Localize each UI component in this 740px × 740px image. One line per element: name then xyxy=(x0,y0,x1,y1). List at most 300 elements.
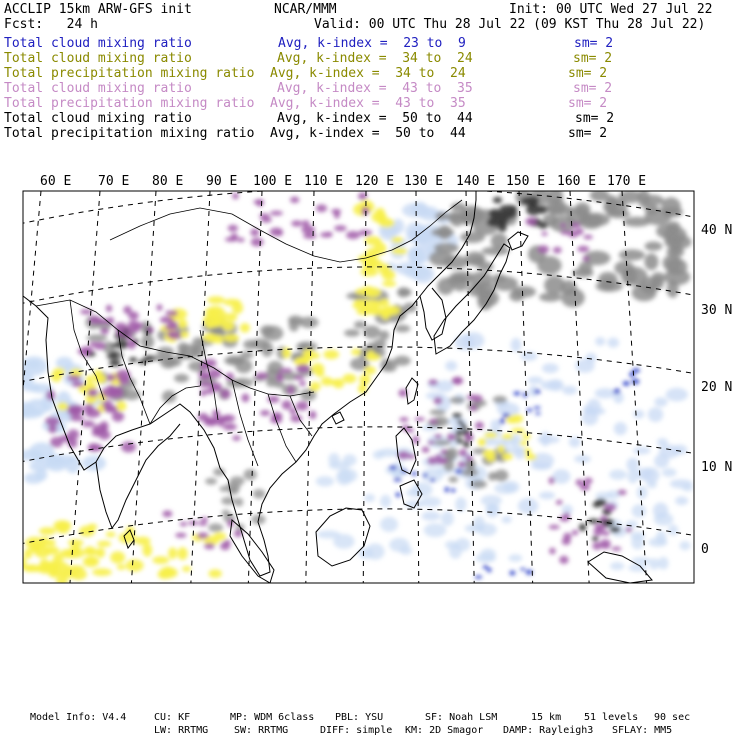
legend-stat-4: Avg, k-index = 43 to 35 xyxy=(277,81,473,96)
time-step: 90 sec xyxy=(654,712,691,723)
cloud-cell xyxy=(499,205,517,212)
cloud-cell xyxy=(282,400,292,409)
cloud-cell xyxy=(116,340,128,349)
map-title: ACCLIP 15km ARW-GFS init xyxy=(4,2,192,17)
cloud-cell xyxy=(290,197,299,203)
cloud-cell xyxy=(344,329,360,336)
cloud-cell xyxy=(316,476,334,486)
cloud-cell xyxy=(577,246,589,252)
cloud-cell xyxy=(39,527,56,535)
cloud-cell xyxy=(408,245,433,264)
cloud-cell xyxy=(214,335,224,344)
legend-field-3: Total precipitation mixing ratio xyxy=(4,66,255,81)
cloud-cell xyxy=(50,455,75,465)
cloud-cell xyxy=(157,304,163,311)
cloud-cell xyxy=(380,517,398,532)
cloud-cell xyxy=(658,557,668,570)
cumulus-scheme: CU: KF xyxy=(154,712,191,723)
cloud-cell xyxy=(85,408,101,417)
cloud-cell xyxy=(346,231,360,239)
cloud-cell xyxy=(458,461,466,468)
latitude-labels xyxy=(701,223,732,557)
cloud-cell xyxy=(326,232,332,236)
cloud-cell xyxy=(455,497,466,512)
cloud-cell xyxy=(53,520,71,531)
cloud-cell xyxy=(180,522,187,527)
cloud-cell xyxy=(648,407,663,422)
cloud-cell xyxy=(651,272,665,283)
legend-sm-2: sm= 2 xyxy=(573,51,613,66)
cloud-cell xyxy=(626,527,633,532)
cloud-cell xyxy=(626,520,638,528)
vertical-levels: 51 levels xyxy=(584,712,639,723)
cloud-cell xyxy=(227,313,238,321)
cloud-cell xyxy=(527,408,532,412)
cloud-cell xyxy=(86,334,107,341)
cloud-cell xyxy=(26,566,36,573)
cloud-cell xyxy=(428,440,435,444)
cloud-cell xyxy=(225,237,237,242)
cloud-cell xyxy=(180,331,189,338)
cloud-cell xyxy=(67,565,85,571)
cloud-cell xyxy=(680,541,691,550)
cloud-cell xyxy=(232,435,241,440)
cloud-cell xyxy=(511,428,525,434)
coastline-taiwan xyxy=(406,378,418,404)
cloud-cell xyxy=(168,547,177,559)
cloud-cell xyxy=(501,434,513,440)
cloud-cell xyxy=(45,546,59,554)
cloud-cell xyxy=(619,249,645,260)
cloud-cell xyxy=(89,342,97,347)
cloud-cell xyxy=(424,523,447,537)
cloud-cell xyxy=(199,521,207,526)
cloud-cell xyxy=(112,411,124,421)
cloud-cell xyxy=(395,325,411,333)
cloud-cell xyxy=(250,229,259,237)
longitude-label: 60 E xyxy=(40,174,72,189)
pbl-scheme: PBL: YSU xyxy=(335,712,384,723)
cloud-cell xyxy=(212,410,220,418)
cloud-cell xyxy=(456,439,464,444)
cloud-cell xyxy=(430,478,435,482)
cloud-cell xyxy=(422,511,441,520)
cloud-cell xyxy=(576,479,584,486)
cloud-cell xyxy=(70,545,81,553)
cloud-cell xyxy=(632,379,640,385)
cloud-cell xyxy=(664,269,691,285)
cloud-cell xyxy=(499,216,508,228)
cloud-cell xyxy=(126,559,144,571)
cloud-cell xyxy=(270,228,283,237)
cloud-cell xyxy=(86,558,99,564)
cloud-cell xyxy=(595,388,616,398)
cloud-cell xyxy=(520,568,525,571)
cloud-cell xyxy=(584,478,593,485)
cloud-cell xyxy=(611,547,621,551)
cloud-cell xyxy=(310,352,320,359)
cloud-cell xyxy=(89,316,101,325)
valid-time: Valid: 00 UTC Thu 28 Jul 22 (09 KST Thu 28 Jul 22) xyxy=(314,17,706,32)
cloud-cell xyxy=(556,500,563,505)
longitude-label: 130 E xyxy=(404,174,444,189)
cloud-cell xyxy=(595,492,612,500)
cloud-cell xyxy=(494,470,508,482)
cloud-cell xyxy=(324,350,340,359)
cloud-cell xyxy=(528,377,543,384)
cloud-cell xyxy=(208,523,223,532)
cloud-cell xyxy=(241,394,249,403)
cloud-cell xyxy=(303,233,317,239)
cloud-cell xyxy=(592,536,598,541)
cloud-cell xyxy=(449,544,462,558)
cloud-cell xyxy=(178,319,187,329)
cloud-cell xyxy=(223,423,237,430)
cloud-cell xyxy=(235,359,252,373)
cloud-cell xyxy=(115,323,127,332)
cloud-cell xyxy=(213,318,228,326)
diffusion-option: DIFF: simple xyxy=(320,725,393,736)
cloud-cell xyxy=(48,425,57,434)
cloud-cell xyxy=(296,364,310,373)
cloud-cell xyxy=(525,454,537,461)
cloud-cell xyxy=(267,361,283,375)
cloud-cell xyxy=(455,469,462,473)
longitude-label: 80 E xyxy=(152,174,184,189)
longitude-label: 90 E xyxy=(206,174,238,189)
cloud-cell xyxy=(408,454,415,459)
cloud-cell xyxy=(427,457,437,465)
cloud-cell xyxy=(107,355,120,359)
cloud-cell xyxy=(106,532,116,538)
legend-stat-6: Avg, k-index = 50 to 44 xyxy=(277,111,473,126)
longitude-line xyxy=(131,191,156,583)
cloud-cell xyxy=(572,530,579,536)
cloud-cell xyxy=(240,323,250,333)
cloud-cell xyxy=(472,395,483,402)
cloud-cell xyxy=(135,537,151,545)
cloud-cell xyxy=(475,422,484,430)
cloud-cell xyxy=(434,440,451,446)
cloud-cell xyxy=(597,525,607,531)
legend-stat-1: Avg, k-index = 23 to 9 xyxy=(278,36,466,51)
cloud-cell xyxy=(502,516,512,523)
cloud-cell xyxy=(88,524,98,530)
latitude-label: 20 N xyxy=(701,380,733,395)
cloud-cell xyxy=(40,537,49,547)
cloud-cell xyxy=(116,370,131,381)
coastline-hokkaido xyxy=(508,232,528,250)
cloud-cell xyxy=(333,534,354,549)
cloud-cell xyxy=(623,381,630,386)
longitude-label: 150 E xyxy=(506,174,546,189)
cloud-cell xyxy=(537,256,561,275)
longitude-label: 170 E xyxy=(607,174,647,189)
cloud-cell xyxy=(129,357,137,362)
cloud-cell xyxy=(144,355,156,361)
cloud-cell xyxy=(647,480,657,488)
cloud-cell xyxy=(230,476,245,486)
cloud-cell xyxy=(101,387,117,398)
cloud-cell xyxy=(291,220,302,226)
cloud-cell xyxy=(380,495,391,508)
cloud-cell xyxy=(381,310,390,319)
cloud-cell xyxy=(521,197,536,205)
cloud-cell xyxy=(204,543,215,549)
cloud-cell xyxy=(414,417,425,421)
cloud-cell xyxy=(637,486,648,499)
cloud-cell xyxy=(453,377,463,385)
cloud-cell xyxy=(152,556,169,564)
cloud-cell xyxy=(17,450,43,461)
cloud-cell xyxy=(400,546,412,555)
cloud-cell xyxy=(309,411,316,419)
init-time: Init: 00 UTC Wed 27 Jul 22 xyxy=(509,2,713,17)
cloud-cell xyxy=(633,410,644,419)
cloud-cell xyxy=(294,375,304,380)
longitude-label: 160 E xyxy=(557,174,597,189)
cloud-cell xyxy=(456,429,462,435)
cloud-cell xyxy=(447,275,470,285)
cloud-cell xyxy=(260,410,270,416)
cloud-cell xyxy=(391,248,407,255)
cloud-cell xyxy=(666,247,684,258)
longitude-label: 100 E xyxy=(253,174,293,189)
longitude-line xyxy=(466,191,474,583)
cloud-cell xyxy=(331,209,341,214)
legend-field-1: Total cloud mixing ratio xyxy=(4,36,192,51)
cloud-cell xyxy=(613,389,620,394)
cloud-cell xyxy=(542,363,559,373)
cloud-cell xyxy=(626,458,639,472)
cloud-cell xyxy=(633,447,651,455)
legend-field-6: Total cloud mixing ratio xyxy=(4,111,192,126)
cloud-cell xyxy=(470,405,477,412)
legend-sm-7: sm= 2 xyxy=(568,126,608,141)
cloud-cell xyxy=(595,337,605,346)
cloud-cell xyxy=(421,497,442,507)
longwave-scheme: LW: RRTMG xyxy=(154,725,209,736)
cloud-cell xyxy=(310,382,321,392)
cloud-cell xyxy=(467,284,486,297)
cloud-cell xyxy=(178,547,188,560)
cloud-cell xyxy=(511,414,524,423)
cloud-cell xyxy=(170,310,178,316)
cloud-cell xyxy=(287,386,294,395)
longitude-label: 140 E xyxy=(456,174,496,189)
cloud-cell xyxy=(253,489,266,499)
cloud-cell xyxy=(206,322,214,328)
cloud-cell xyxy=(261,217,272,223)
cloud-cell xyxy=(494,483,516,494)
cloud-cell xyxy=(475,575,482,578)
legend-sm-5: sm= 2 xyxy=(568,96,608,111)
cloud-cell xyxy=(207,306,223,315)
cloud-cell xyxy=(88,443,100,451)
cloud-cell xyxy=(244,469,257,480)
cloud-cell xyxy=(493,396,507,404)
cloud-cell xyxy=(451,488,456,492)
cloud-cell xyxy=(174,374,189,383)
cloud-cell xyxy=(434,434,442,439)
cloud-cell xyxy=(520,441,528,446)
cloud-cell xyxy=(204,419,218,426)
legend-sm-6: sm= 2 xyxy=(575,111,615,126)
cloud-cell xyxy=(463,441,469,448)
cloud-cell xyxy=(289,318,299,331)
latitude-label: 40 N xyxy=(701,223,733,238)
cloud-cell xyxy=(167,331,174,338)
legend-sm-4: sm= 2 xyxy=(573,81,613,96)
cloud-cell xyxy=(502,413,510,417)
model-version: Model Info: V4.4 xyxy=(30,712,127,723)
cloud-cell xyxy=(106,305,112,312)
cloud-cell xyxy=(126,325,138,333)
cloud-cell xyxy=(321,377,333,386)
cloud-cell xyxy=(668,525,678,536)
cloud-cell xyxy=(509,290,524,302)
longitude-label: 110 E xyxy=(304,174,344,189)
legend-field-2: Total cloud mixing ratio xyxy=(4,51,192,66)
cloud-cell xyxy=(175,533,186,538)
cloud-cell xyxy=(339,469,358,483)
organization: NCAR/MMM xyxy=(274,2,337,17)
latitude-label: 30 N xyxy=(701,303,733,318)
cloud-cell xyxy=(574,202,590,217)
cloud-cell xyxy=(654,454,669,468)
cloud-cell xyxy=(429,419,438,424)
cloud-cell xyxy=(434,243,459,254)
cloud-cell xyxy=(110,551,125,563)
cloud-cell xyxy=(162,390,176,403)
cloud-cell xyxy=(549,477,555,484)
cloud-cell xyxy=(85,375,93,383)
cloud-cell xyxy=(296,401,309,411)
cloud-cell xyxy=(497,445,504,453)
cloud-cell xyxy=(302,220,310,226)
cloud-cell xyxy=(10,370,33,386)
cloud-cell xyxy=(395,493,400,498)
cloud-cell xyxy=(524,448,532,454)
cloud-cell xyxy=(197,532,209,538)
cloud-cell xyxy=(561,288,585,307)
cloud-cell xyxy=(299,381,306,386)
cloud-cell xyxy=(491,233,508,249)
microphysics-scheme: MP: WDM 6class xyxy=(230,712,315,723)
cloud-cell xyxy=(128,340,136,350)
cloud-cell xyxy=(539,492,555,500)
cloud-cell xyxy=(223,334,239,342)
cloud-cell xyxy=(549,548,556,555)
cloud-cell xyxy=(632,504,647,518)
cloud-cell xyxy=(299,317,319,328)
cloud-cell xyxy=(449,476,459,482)
cloud-cell xyxy=(610,526,621,532)
cloud-cell xyxy=(164,324,177,330)
cloud-cell xyxy=(509,554,523,562)
cloud-cell xyxy=(251,238,264,247)
cloud-cell xyxy=(649,558,660,569)
cloud-cell xyxy=(237,238,245,243)
cloud-cell xyxy=(84,549,99,556)
cloud-cell xyxy=(465,524,485,532)
cloud-cell xyxy=(614,422,627,435)
cloud-cell xyxy=(450,397,465,404)
cloud-cell xyxy=(121,442,136,453)
cloud-cell xyxy=(654,513,674,526)
cloud-cell xyxy=(316,370,325,377)
surface-scheme: SF: Noah LSM xyxy=(425,712,498,723)
cloud-cell xyxy=(583,235,593,240)
cloud-cell xyxy=(423,473,428,477)
legend-stat-3: Avg, k-index = 34 to 24 xyxy=(270,66,466,81)
cloud-cell xyxy=(165,358,182,367)
cloud-cell xyxy=(535,412,540,415)
cloud-cell xyxy=(363,326,380,339)
cloud-cell xyxy=(97,541,111,547)
cloud-cell xyxy=(397,287,410,297)
cloud-cell xyxy=(480,549,496,561)
cloud-cell xyxy=(583,256,590,261)
cloud-cell xyxy=(559,556,568,564)
cloud-cell xyxy=(484,432,497,438)
cloud-cell xyxy=(526,570,533,575)
coastline-korea xyxy=(420,288,446,340)
cloud-cell xyxy=(648,538,667,547)
cloud-cell xyxy=(628,470,639,483)
cloud-cell xyxy=(539,293,562,302)
legend-sm-3: sm= 2 xyxy=(568,66,608,81)
cloud-cell xyxy=(26,399,49,416)
cloud-cell xyxy=(440,449,447,454)
cloud-cell xyxy=(644,253,658,270)
cloud-cell xyxy=(382,281,396,287)
grid-spacing: 15 km xyxy=(531,712,562,723)
cloud-cell xyxy=(549,525,560,530)
cloud-cell xyxy=(369,256,378,268)
cloud-cell xyxy=(159,567,178,578)
cloud-cell xyxy=(266,377,277,387)
cloud-cell xyxy=(209,569,222,578)
cloud-cell xyxy=(562,386,577,395)
cloud-cell xyxy=(366,543,385,559)
cloud-cell xyxy=(460,424,467,429)
cloud-cell xyxy=(601,279,615,291)
forecast-hour: Fcst: 24 h xyxy=(4,17,98,32)
longitude-label: 70 E xyxy=(98,174,130,189)
cloud-cell xyxy=(220,389,230,399)
cloud-cell xyxy=(654,397,667,406)
cloud-cell xyxy=(92,568,112,576)
cloud-cell xyxy=(459,449,467,457)
cloud-cell xyxy=(276,373,283,382)
damping-option: DAMP: Rayleigh3 xyxy=(503,725,594,736)
cloud-cell xyxy=(471,480,487,488)
surface-layer-option: SFLAY: MM5 xyxy=(612,725,673,736)
cloud-cell xyxy=(365,236,382,245)
cloud-cell xyxy=(509,571,515,576)
cloud-cell xyxy=(101,328,109,335)
cloud-cell xyxy=(213,532,226,540)
cloud-cell xyxy=(483,565,488,569)
cloud-cell xyxy=(579,262,593,274)
cloud-cell xyxy=(682,484,693,491)
cloud-cell xyxy=(67,375,81,381)
cloud-cell xyxy=(135,323,143,328)
cloud-cell xyxy=(513,391,520,395)
cloud-cell xyxy=(220,486,229,492)
cloud-cell xyxy=(447,433,456,441)
